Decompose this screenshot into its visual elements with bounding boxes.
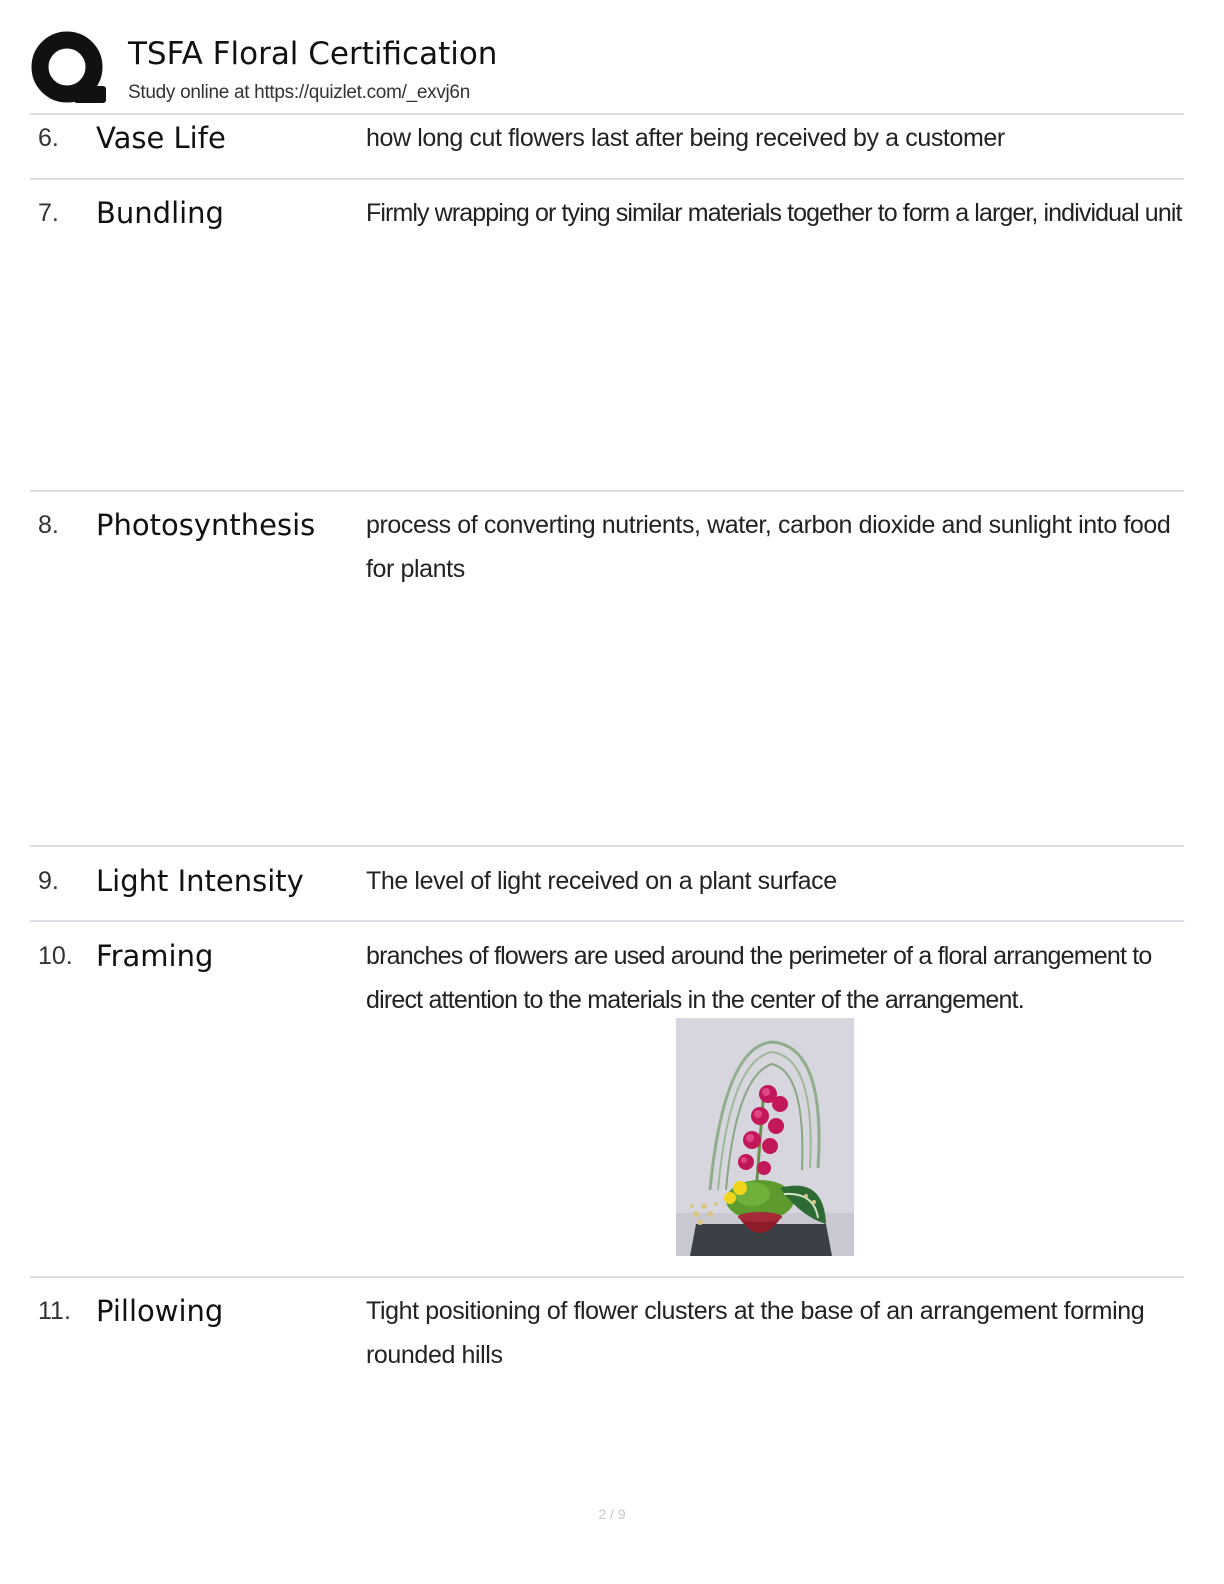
card-number: 10.: [38, 942, 73, 970]
divider: [30, 178, 1184, 180]
card-definition: Firmly wrapping or tying similar materials together to form a larger, individual unit: [366, 199, 1182, 227]
card-term: Pillowing: [96, 1294, 224, 1328]
card-definition: The level of light received on a plant surface: [366, 867, 837, 895]
card-definition: how long cut flowers last after being received by a customer: [366, 124, 1005, 152]
divider: [30, 113, 1184, 115]
card-number: 8.: [38, 511, 59, 539]
card-term: Framing: [96, 939, 214, 973]
card-term: Light Intensity: [96, 864, 304, 898]
card-definition: Tight positioning of flower clusters at the base of an arrangement forming rounded hills: [366, 1297, 1145, 1369]
quizlet-logo-icon: [30, 30, 108, 108]
divider: [30, 490, 1184, 492]
divider: [30, 845, 1184, 847]
framing-arrangement-photo: [676, 1018, 854, 1256]
card-number: 9.: [38, 867, 59, 895]
document-header: [30, 30, 1190, 112]
card-number: 11.: [38, 1297, 71, 1325]
card-number: 6.: [38, 124, 59, 152]
page-number: 2 / 9: [598, 1506, 626, 1522]
floral-arrangement-image: [676, 1018, 854, 1256]
card-term: Photosynthesis: [96, 508, 316, 542]
divider: [30, 920, 1184, 922]
card-definition: process of converting nutrients, water, carbon dioxide and sunlight into food for plants: [366, 511, 1171, 583]
study-online-link[interactable]: Study online at https://quizlet.com/_exvj6n: [128, 82, 470, 103]
document-title: TSFA Floral Certification: [128, 36, 498, 72]
card-number: 7.: [38, 199, 59, 227]
card-definition: branches of flowers are used around the perimeter of a floral arrangement to direct attention to the materials in the center of the arrangement.: [366, 942, 1152, 1014]
card-term: Vase Life: [96, 121, 226, 155]
card-term: Bundling: [96, 196, 224, 230]
divider: [30, 1276, 1184, 1278]
